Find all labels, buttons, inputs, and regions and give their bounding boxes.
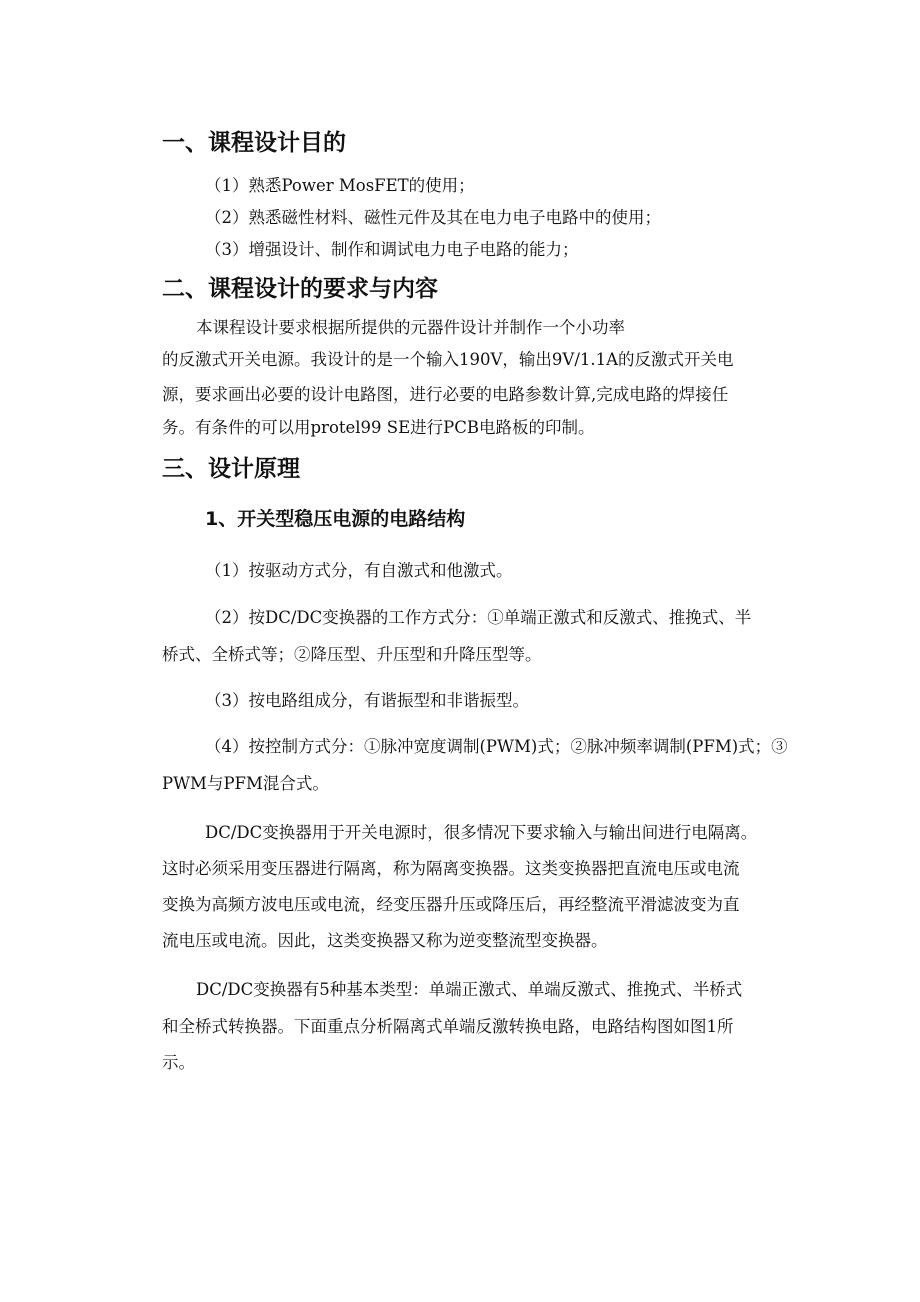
section3-paragraph-line: 和全桥式转换器。下面重点分析隔离式单端反激转换电路，电路结构图如图1所 — [162, 1017, 734, 1036]
section1-heading: 一、课程设计目的 — [162, 130, 346, 156]
section3-item-continued: PWM与PFM混合式。 — [162, 774, 329, 793]
section3-item-continued: 桥式、全桥式等；②降压型、升压型和升降压型等。 — [162, 645, 542, 664]
section3-paragraph-line: 变换为高频方波电压或电流，经变压器升压或降压后，再经整流平滑滤波变为直 — [162, 895, 740, 914]
section2-heading: 二、课程设计的要求与内容 — [162, 276, 438, 302]
section3-item: （1）按驱动方式分，有自激式和他激式。 — [205, 561, 513, 580]
section3-heading: 三、设计原理 — [162, 456, 300, 482]
section3-paragraph-line: 流电压或电流。因此，这类变换器又称为逆变整流型变换器。 — [162, 931, 608, 950]
section3-subheading: 1、开关型稳压电源的电路结构 — [205, 508, 466, 530]
section3-paragraph-line: DC/DC变换器有5种基本类型：单端正激式、单端反激式、推挽式、半桥式 — [196, 980, 743, 999]
section2-paragraph-line: 务。有条件的可以用protel99 SE进行PCB电路板的印制。 — [162, 418, 595, 437]
section3-item: （4）按控制方式分：①脉冲宽度调制(PWM)式；②脉冲频率调制(PFM)式；③ — [205, 737, 788, 756]
section1-item: （2）熟悉磁性材料、磁性元件及其在电力电子电路中的使用； — [205, 208, 661, 227]
section3-item: （3）按电路组成分，有谐振型和非谐振型。 — [205, 691, 529, 710]
section1-item: （1）熟悉Power MosFET的使用； — [205, 176, 475, 195]
section1-item: （3）增强设计、制作和调试电力电子电路的能力； — [205, 240, 579, 259]
section3-item: （2）按DC/DC变换器的工作方式分：①单端正激式和反激式、推挽式、半 — [205, 608, 752, 627]
section2-paragraph-line: 的反激式开关电源。我设计的是一个输入190V，输出9V/1.1A的反激式开关电 — [162, 350, 734, 369]
section2-paragraph-line: 本课程设计要求根据所提供的元器件设计并制作一个小功率 — [196, 318, 625, 337]
section2-paragraph-line: 源，要求画出必要的设计电路图，进行必要的电路参数计算,完成电路的焊接任 — [162, 385, 729, 404]
section3-paragraph-line: 这时必须采用变压器进行隔离，称为隔离变换器。这类变换器把直流电压或电流 — [162, 859, 740, 878]
section3-paragraph-line: 示。 — [162, 1053, 195, 1072]
section3-paragraph-line: DC/DC变换器用于开关电源时，很多情况下要求输入与输出间进行电隔离。 — [205, 823, 758, 842]
